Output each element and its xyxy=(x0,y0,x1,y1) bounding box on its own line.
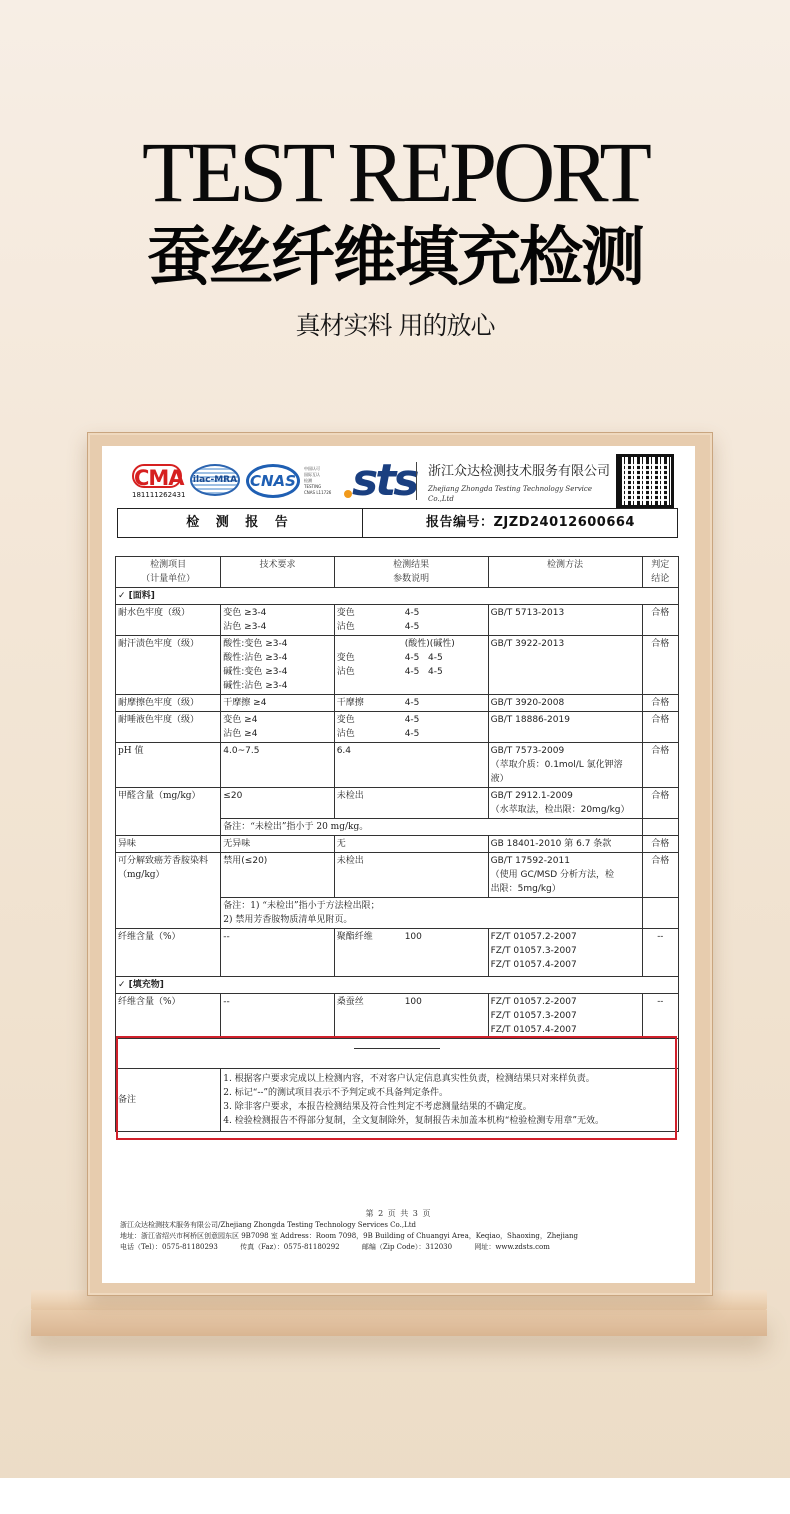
section-fabric: ✓ [面料] xyxy=(116,588,679,605)
results-table xyxy=(115,556,679,1132)
report-title-bar xyxy=(117,508,678,538)
page-number: 第 2 页 共 3 页 xyxy=(365,1209,432,1218)
report-footer: 浙江众达检测技术服务有限公司/Zhejiang Zhongda Testing Technology Services Co.,Ltd 地址：浙江省绍兴市柯桥区创意园东区 9B7098 室 Address：Room 7098，9B Building of Chuangyi Area，Keqiao，Shaoxing，Zhejiang 电话（Tel）：0575-81180293 传真（Faz）：0575-81180292 邮编（Zip Code）：312030 网址：www.zdsts.com xyxy=(120,1221,578,1251)
section-filling: ✓ [填充物] xyxy=(116,977,679,994)
cnas-accreditation-text: 中国认可 国际互认 检测 TESTING CNAS L11726 xyxy=(304,466,332,495)
shelf-front xyxy=(31,1310,767,1336)
page-title-en: TEST REPORT xyxy=(142,124,648,220)
table-row: 纤维含量（%） -- 聚酯纤维 100 FZ/T 01057.2-2007 FZ/T 01057.3-2007 FZ/T 01057.4-2007 -- xyxy=(116,929,679,977)
cma-number: 181111262431 xyxy=(132,491,186,499)
table-row: 异味 无异味 无 GB 18401-2010 第 6.7 条款 合格 xyxy=(116,836,679,853)
header-verdict: 判定 结论 xyxy=(642,557,678,588)
qr-code-icon xyxy=(616,454,674,508)
table-row: 耐唾液色牢度（级） 变色 ≥4 沾色 ≥4 变色 4-5 沾色 4-5 GB/T 18886-2019 合格 xyxy=(116,712,679,743)
table-row-note: 备注：“未检出”指小于 20 mg/kg。 xyxy=(116,819,679,836)
header-requirement: 技术要求 xyxy=(221,557,334,588)
cma-mark xyxy=(132,464,186,500)
table-row: 可分解致癌芳香胺染料（mg/kg） 禁用(≤20) 未检出 GB/T 17592-2011 （使用 GC/MSD 分析方法，检 出限：5mg/kg） 合格 xyxy=(116,853,679,898)
header-item: 检测项目 （计量单位） xyxy=(116,557,221,588)
blank-divider xyxy=(354,1048,440,1049)
table-row: 耐摩擦色牢度（级） 干摩擦 ≥4 干摩擦 4-5 GB/T 3920-2008 合格 xyxy=(116,695,679,712)
table-row: 耐汗渍色牢度（级） 酸性:变色 ≥3-4 酸性:沾色 ≥3-4 碱性:变色 ≥3-4 碱性:沾色 ≥3-4 (酸性)(碱性) 变色 4-5 4-5 沾色 4-5 4-5 GB/T 3922-2013 合格 xyxy=(116,636,679,695)
company-name-en: Zhejiang Zhongda Testing Technology Service Co.,Ltd xyxy=(428,485,592,503)
ilac-mra-logo-icon: ilac-MRA xyxy=(190,464,240,496)
company-name-cn: 浙江众达检测技术服务有限公司 xyxy=(428,464,611,479)
table-row: 甲醛含量（mg/kg） ≤20 未检出 GB/T 2912.1-2009 （水萃取法，检出限：20mg/kg） 合格 xyxy=(116,788,679,819)
cma-logo-icon: CMA xyxy=(134,466,184,490)
page-title-cn: 蚕丝纤维填充检测 xyxy=(147,221,643,295)
table-row: pH 值 4.0~7.5 6.4 GB/T 7573-2009 （萃取介质：0.1mol/L 氯化钾溶 液） 合格 xyxy=(116,743,679,788)
sts-dot-icon xyxy=(344,490,352,498)
header-result: 检测结果 参数说明 xyxy=(334,557,488,588)
table-row: 耐水色牢度（级） 变色 ≥3-4 沾色 ≥3-4 变色 4-5 沾色 4-5 GB/T 5713-2013 合格 xyxy=(116,605,679,636)
report-title: 检 测 报 告 xyxy=(118,509,363,537)
table-header-row xyxy=(116,557,679,588)
cnas-logo-icon: CNAS xyxy=(246,464,300,498)
table-row-note: 备注：1) “未检出”指小于方法检出限； 2) 禁用芳香胺物质清单见附页。 xyxy=(116,898,679,929)
table-row: 纤维含量（%） -- 桑蚕丝 100 FZ/T 01057.2-2007 FZ/T 01057.3-2007 FZ/T 01057.4-2007 -- xyxy=(116,994,679,1039)
report-number: 报告编号：ZJZD24012600664 xyxy=(426,515,635,530)
bottom-strip xyxy=(0,1478,790,1514)
sts-logo-icon: sts xyxy=(352,455,417,506)
header-method: 检测方法 xyxy=(488,557,642,588)
report-header xyxy=(130,454,690,510)
page-subtitle: 真材实料 用的放心 xyxy=(295,311,495,340)
remarks-row: 备注 1. 根据客户要求完成以上检测内容，不对客户认定信息真实性负责，检测结果只对来样负责。 2. 标记“--”的测试项目表示不予判定或不具备判定条件。 3. 除非客户要求，本报告检测结果及符合性判定不考虑测量结果的不确定度。 4. 检验检测报告不得部分复制，全文复制除外，复制报告未加盖本机构“检验检测专用章”无效。 xyxy=(116,1069,679,1132)
test-report-document xyxy=(102,446,695,1283)
logo-divider xyxy=(416,462,417,500)
table-row-blank xyxy=(116,1039,679,1069)
